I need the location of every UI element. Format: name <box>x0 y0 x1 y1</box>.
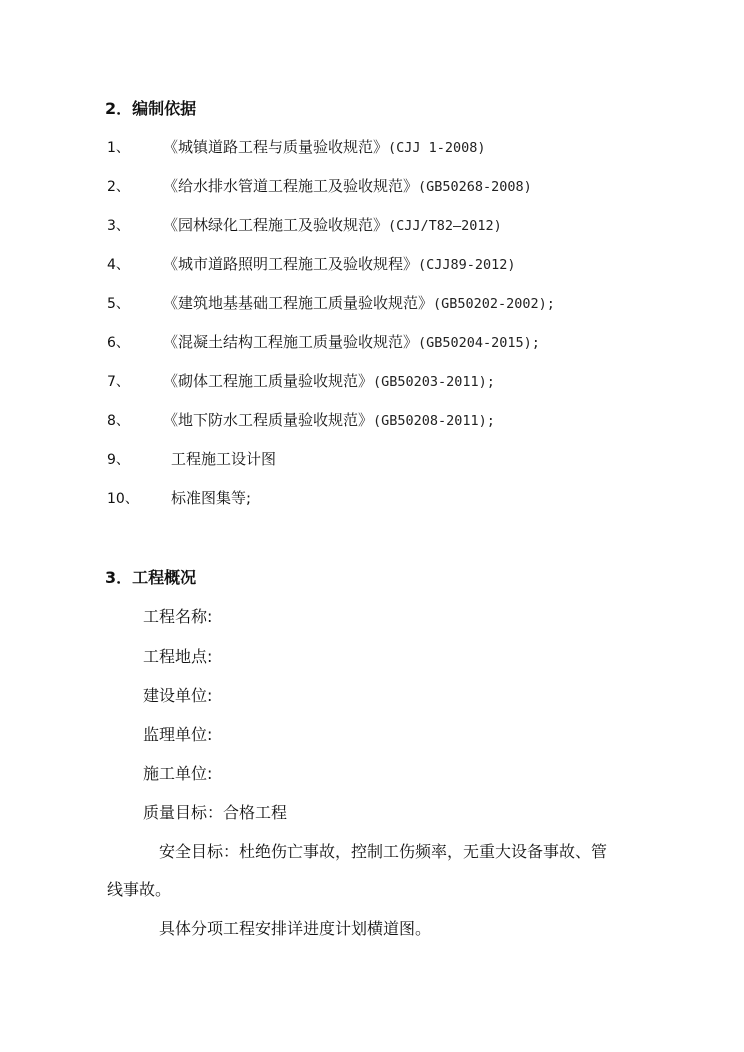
list-item <box>171 487 251 508</box>
list-item-number: 2、 <box>107 179 130 195</box>
project-location-field: 工程地点: <box>143 647 213 666</box>
standard-code: (CJJ/T82—2012) <box>388 218 502 234</box>
standard-code: (GB50203-2011); <box>373 374 495 390</box>
list-item <box>163 292 555 313</box>
standard-code: (CJJ 1-2008) <box>388 140 486 156</box>
project-name-field: 工程名称: <box>143 607 213 626</box>
list-item-number: 6、 <box>107 335 130 351</box>
list-item-number: 4、 <box>107 257 130 273</box>
owner-unit-field: 建设单位: <box>143 686 213 705</box>
standard-code: (GB50204-2015); <box>418 335 540 351</box>
standard-title: 《园林绿化工程施工及验收规范》 <box>163 216 389 234</box>
standard-title: 《给水排水管道工程施工及验收规范》 <box>163 177 419 195</box>
standard-title: 《城镇道路工程与质量验收规范》 <box>163 138 389 156</box>
section-3-heading: 3．工程概况 <box>105 568 197 587</box>
list-item <box>171 448 276 469</box>
standard-title: 《建筑地基基础工程施工质量验收规范》 <box>163 294 434 312</box>
standard-code: (CJJ89-2012) <box>418 257 516 273</box>
safety-target-line-1: 安全目标：杜绝伤亡事故，控制工伤频率，无重大设备事故、管 <box>159 842 608 861</box>
list-item-number: 10、 <box>107 491 139 507</box>
list-item-number: 3、 <box>107 218 130 234</box>
standard-code: (GB50202-2002); <box>433 296 555 312</box>
list-item-number: 7、 <box>107 374 130 390</box>
standard-title: 标准图集等; <box>171 489 252 507</box>
list-item-number: 5、 <box>107 296 130 312</box>
supervision-unit-field: 监理单位: <box>143 725 213 744</box>
section-2-heading: 2．编制依据 <box>105 99 197 118</box>
list-item <box>163 175 532 196</box>
standard-title: 《混凝土结构工程施工质量验收规范》 <box>163 333 419 351</box>
standard-title: 《砌体工程施工质量验收规范》 <box>163 372 374 390</box>
list-item-number: 9、 <box>107 452 130 468</box>
safety-target-line-2: 线事故。 <box>107 880 172 899</box>
construction-unit-field: 施工单位: <box>143 764 213 783</box>
standard-code: (GB50268-2008) <box>418 179 532 195</box>
list-item <box>163 409 495 430</box>
list-item-number: 1、 <box>107 140 130 156</box>
schedule-note: 具体分项工程安排详进度计划横道图。 <box>159 919 432 938</box>
standard-title: 《城市道路照明工程施工及验收规程》 <box>163 255 419 273</box>
quality-target-field: 质量目标：合格工程 <box>143 803 288 822</box>
list-item <box>163 214 502 235</box>
standard-title: 《地下防水工程质量验收规范》 <box>163 411 374 429</box>
list-item <box>163 253 516 274</box>
standard-title: 工程施工设计图 <box>171 450 277 468</box>
list-item-number: 8、 <box>107 413 130 429</box>
list-item <box>163 136 486 157</box>
list-item <box>163 370 495 391</box>
standard-code: (GB50208-2011); <box>373 413 495 429</box>
list-item <box>163 331 540 352</box>
